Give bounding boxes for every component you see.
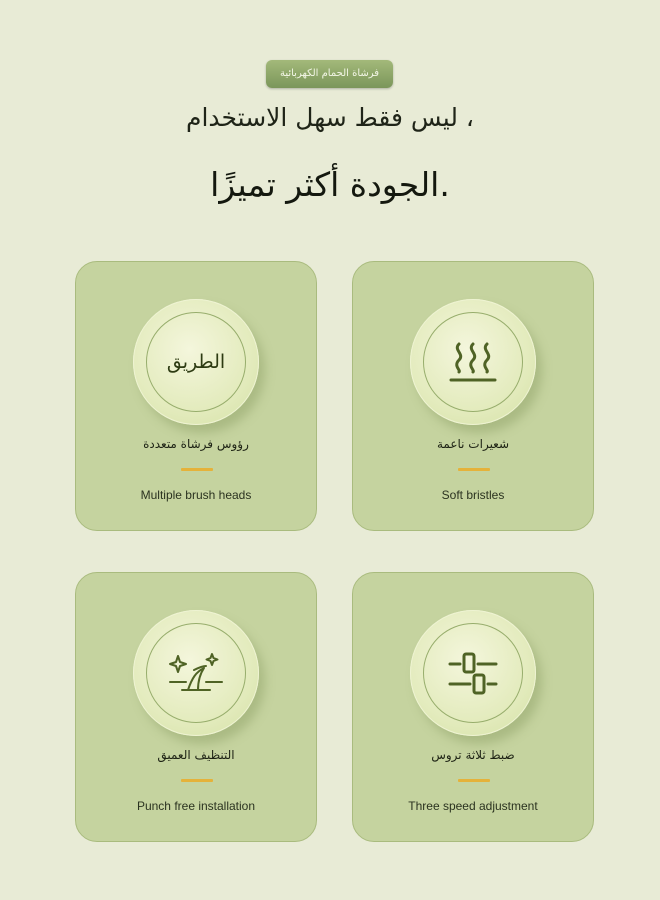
accent-dash <box>458 468 490 471</box>
feature-label-arabic: ضبط ثلاثة تروس <box>431 748 515 762</box>
feature-label-english: Multiple brush heads <box>140 488 252 502</box>
feature-label-arabic: التنظيف العميق <box>157 748 235 762</box>
accent-dash <box>181 468 213 471</box>
feature-label-arabic: رؤوس فرشاة متعددة <box>143 437 249 451</box>
feature-circle <box>410 299 536 425</box>
heat-waves-icon <box>447 340 499 384</box>
feature-ring <box>423 312 523 412</box>
feature-circle <box>410 610 536 736</box>
category-badge: فرشاة الحمام الكهربائية <box>266 60 393 88</box>
feature-label-english: Three speed adjustment <box>408 799 538 813</box>
feature-label-arabic: شعيرات ناعمة <box>436 437 510 451</box>
feature-label-english: Soft bristles <box>441 488 505 502</box>
speed-sliders-icon <box>446 650 500 696</box>
accent-dash <box>181 779 213 782</box>
feature-ring <box>146 623 246 723</box>
feature-ring <box>423 623 523 723</box>
feature-ring <box>146 312 246 412</box>
feature-card-soft-bristles <box>352 261 594 531</box>
feature-card-speed-adjust <box>352 572 594 842</box>
feature-card-brush-heads <box>75 261 317 531</box>
feature-label-english: Punch free installation <box>136 799 256 813</box>
accent-dash <box>458 779 490 782</box>
feature-card-deep-cleaning <box>75 572 317 842</box>
headline-line-1: ، ليس فقط سهل الاستخدام <box>185 103 474 132</box>
sparkle-fiber-icon <box>166 648 226 698</box>
feature-circle <box>133 299 259 425</box>
circle-label: الطريق <box>166 351 226 373</box>
feature-circle <box>133 610 259 736</box>
headline-line-2: .الجودة أكثر تميزًا <box>210 165 450 204</box>
